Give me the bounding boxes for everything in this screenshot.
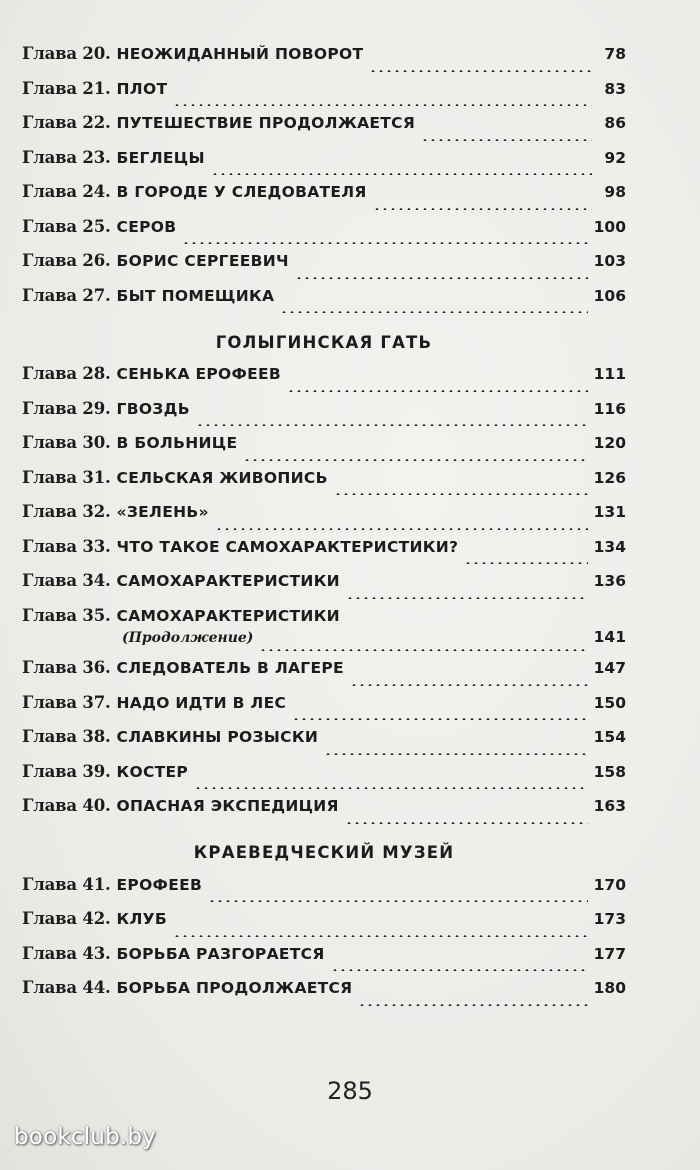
page-ref: 173: [593, 910, 626, 928]
dot-leader: [196, 424, 588, 426]
chapter-number: Глава 39.: [22, 761, 111, 781]
toc-entry: [22, 909, 626, 944]
section-heading-golyginskaya-gat: ГОЛЫГИНСКАЯ ГАТЬ: [215, 332, 433, 352]
chapter-title: БОРЬБА РАЗГОРАЕТСЯ: [116, 944, 325, 963]
toc-entry: [22, 944, 626, 979]
chapter-title: НЕОЖИДАННЫЙ ПОВОРОТ: [116, 45, 364, 63]
toc-entry: [22, 433, 626, 468]
chapter-number: Глава 36.: [22, 658, 111, 677]
chapter-number: Глава 41.: [22, 874, 111, 894]
dot-leader: [243, 459, 587, 461]
toc-entry: [22, 875, 626, 910]
dot-leader: [295, 277, 588, 279]
toc-group-2: [22, 364, 626, 606]
dot-leader: [350, 684, 588, 686]
chapter-number: Глава 34.: [22, 571, 111, 590]
chapter-number: Глава 35.: [22, 605, 111, 625]
toc-entry: [22, 364, 626, 399]
toc-entry-35-continuation: [22, 628, 626, 658]
toc-entry: [22, 399, 626, 434]
toc-entry: [22, 44, 626, 79]
chapter-title: СЕНЬКА ЕРОФЕЕВ: [116, 365, 282, 383]
toc-entry: [22, 727, 626, 762]
chapter-title: СЕРОВ: [116, 217, 177, 236]
chapter-title: БЕГЛЕЦЫ: [116, 148, 205, 167]
toc-entry: [22, 217, 626, 252]
page-ref: 98: [604, 183, 626, 201]
chapter-title: БЫТ ПОМЕЩИКА: [116, 286, 275, 305]
chapter-number: Глава 31.: [22, 467, 111, 487]
dot-leader: [324, 753, 588, 755]
chapter-number: Глава 40.: [22, 796, 111, 815]
chapter-number: Глава 20.: [22, 44, 111, 63]
dot-leader: [369, 70, 592, 72]
page-ref: 131: [593, 503, 626, 521]
chapter-number: Глава 43.: [22, 943, 111, 963]
toc-entry: [22, 537, 626, 572]
page-ref: 111: [593, 365, 626, 383]
chapter-title: «ЗЕЛЕНЬ»: [116, 503, 209, 521]
toc-entry: [22, 693, 626, 728]
chapter-number: Глава 30.: [22, 433, 111, 452]
page-ref: 180: [593, 979, 626, 997]
chapter-number: Глава 22.: [22, 113, 111, 132]
chapter-number: Глава 38.: [22, 727, 111, 746]
chapter-title: КОСТЕР: [116, 762, 189, 781]
toc-entry: [22, 148, 626, 183]
page-ref: 177: [593, 944, 626, 963]
chapter-title: БОРИС СЕРГЕЕВИЧ: [116, 252, 289, 270]
page-ref: 136: [593, 572, 626, 590]
dot-leader: [331, 969, 588, 971]
chapter-subtitle: (Продолжение): [122, 630, 254, 646]
page-ref: 141: [593, 628, 626, 646]
chapter-number: Глава 33.: [22, 536, 111, 556]
page-ref: 92: [604, 148, 626, 167]
dot-leader: [208, 900, 588, 902]
chapter-number: Глава 29.: [22, 398, 111, 418]
chapter-title: ПУТЕШЕСТВИЕ ПРОДОЛЖАЕТСЯ: [116, 114, 416, 132]
chapter-number: Глава 32.: [22, 502, 111, 521]
toc-entry: [22, 182, 626, 217]
chapter-title: ПЛОТ: [116, 79, 168, 98]
chapter-title: НАДО ИДТИ В ЛЕС: [116, 693, 287, 712]
chapter-title: В БОЛЬНИЦЕ: [116, 434, 238, 452]
page-ref: 170: [593, 875, 626, 894]
toc-entry: [22, 502, 626, 537]
chapter-number: Глава 28.: [22, 364, 111, 383]
toc-entry: [22, 978, 626, 1013]
dot-leader: [346, 597, 588, 599]
page-ref: 78: [604, 45, 626, 63]
table-of-contents: [22, 44, 626, 1013]
chapter-number: Глава 27.: [22, 285, 111, 305]
page-ref: 86: [604, 114, 626, 132]
chapter-number: Глава 24.: [22, 182, 111, 201]
dot-leader: [280, 311, 587, 313]
dot-leader: [334, 493, 588, 495]
section-heading-kraevedchesky-muzey: КРАЕВЕДЧЕСКИЙ МУЗЕЙ: [193, 843, 455, 862]
chapter-number: Глава 25.: [22, 216, 111, 236]
page-ref: 154: [593, 728, 626, 746]
dot-leader: [215, 528, 588, 530]
page-ref: 103: [593, 252, 626, 270]
page-ref: 147: [593, 659, 626, 677]
page-ref: 150: [593, 693, 626, 712]
dot-leader: [287, 390, 588, 392]
page-ref: 120: [593, 434, 626, 452]
chapter-title: ЕРОФЕЕВ: [116, 875, 203, 894]
page-ref: 158: [593, 762, 626, 781]
toc-entry: [22, 796, 626, 831]
chapter-title: САМОХАРАКТЕРИСТИКИ: [116, 606, 340, 625]
chapter-number: Глава 37.: [22, 692, 111, 712]
toc-group-3: [22, 658, 626, 831]
page-number: 285: [327, 1077, 373, 1105]
dot-leader: [358, 1004, 587, 1006]
toc-entry: [22, 79, 626, 114]
page-ref: 134: [593, 537, 626, 556]
chapter-title: БОРЬБА ПРОДОЛЖАЕТСЯ: [116, 979, 353, 997]
chapter-title: ЧТО ТАКОЕ САМОХАРАКТЕРИСТИКИ?: [116, 537, 459, 556]
dot-leader: [292, 718, 587, 720]
chapter-number: Глава 23.: [22, 147, 111, 167]
page-ref: 106: [593, 286, 626, 305]
dot-leader: [421, 139, 592, 141]
page-ref: 126: [593, 468, 626, 487]
chapter-title: САМОХАРАКТЕРИСТИКИ: [116, 572, 340, 590]
chapter-title: СЛАВКИНЫ РОЗЫСКИ: [116, 728, 319, 746]
chapter-title: ГВОЗДЬ: [116, 399, 190, 418]
dot-leader: [173, 104, 592, 106]
chapter-number: Глава 21.: [22, 78, 111, 98]
chapter-number: Глава 42.: [22, 909, 111, 928]
toc-entry: [22, 658, 626, 693]
chapter-number: Глава 26.: [22, 251, 111, 270]
toc-entry: [22, 468, 626, 503]
dot-leader: [173, 935, 588, 937]
chapter-number: Глава 44.: [22, 978, 111, 997]
dot-leader: [259, 649, 587, 651]
dot-leader: [345, 822, 588, 824]
chapter-title: ОПАСНАЯ ЭКСПЕДИЦИЯ: [116, 797, 339, 815]
toc-group-4: [22, 875, 626, 1013]
chapter-title: КЛУБ: [116, 910, 168, 928]
chapter-title: СЕЛЬСКАЯ ЖИВОПИСЬ: [116, 468, 328, 487]
toc-entry: [22, 571, 626, 606]
page-ref: 116: [593, 399, 626, 418]
dot-leader: [182, 242, 587, 244]
page-ref: 163: [593, 797, 626, 815]
toc-entry: [22, 762, 626, 797]
dot-leader: [211, 173, 592, 175]
chapter-title: СЛЕДОВАТЕЛЬ В ЛАГЕРЕ: [116, 659, 344, 677]
page-ref: 83: [604, 79, 626, 98]
watermark-logo: bookclub.by: [14, 1124, 156, 1150]
toc-group-1: [22, 44, 626, 320]
toc-entry: [22, 113, 626, 148]
chapter-title: В ГОРОДЕ У СЛЕДОВАТЕЛЯ: [116, 183, 367, 201]
dot-leader: [373, 208, 592, 210]
dot-leader: [194, 787, 588, 789]
toc-entry: [22, 251, 626, 286]
page-ref: 100: [593, 217, 626, 236]
dot-leader: [464, 562, 587, 564]
toc-entry: [22, 286, 626, 321]
